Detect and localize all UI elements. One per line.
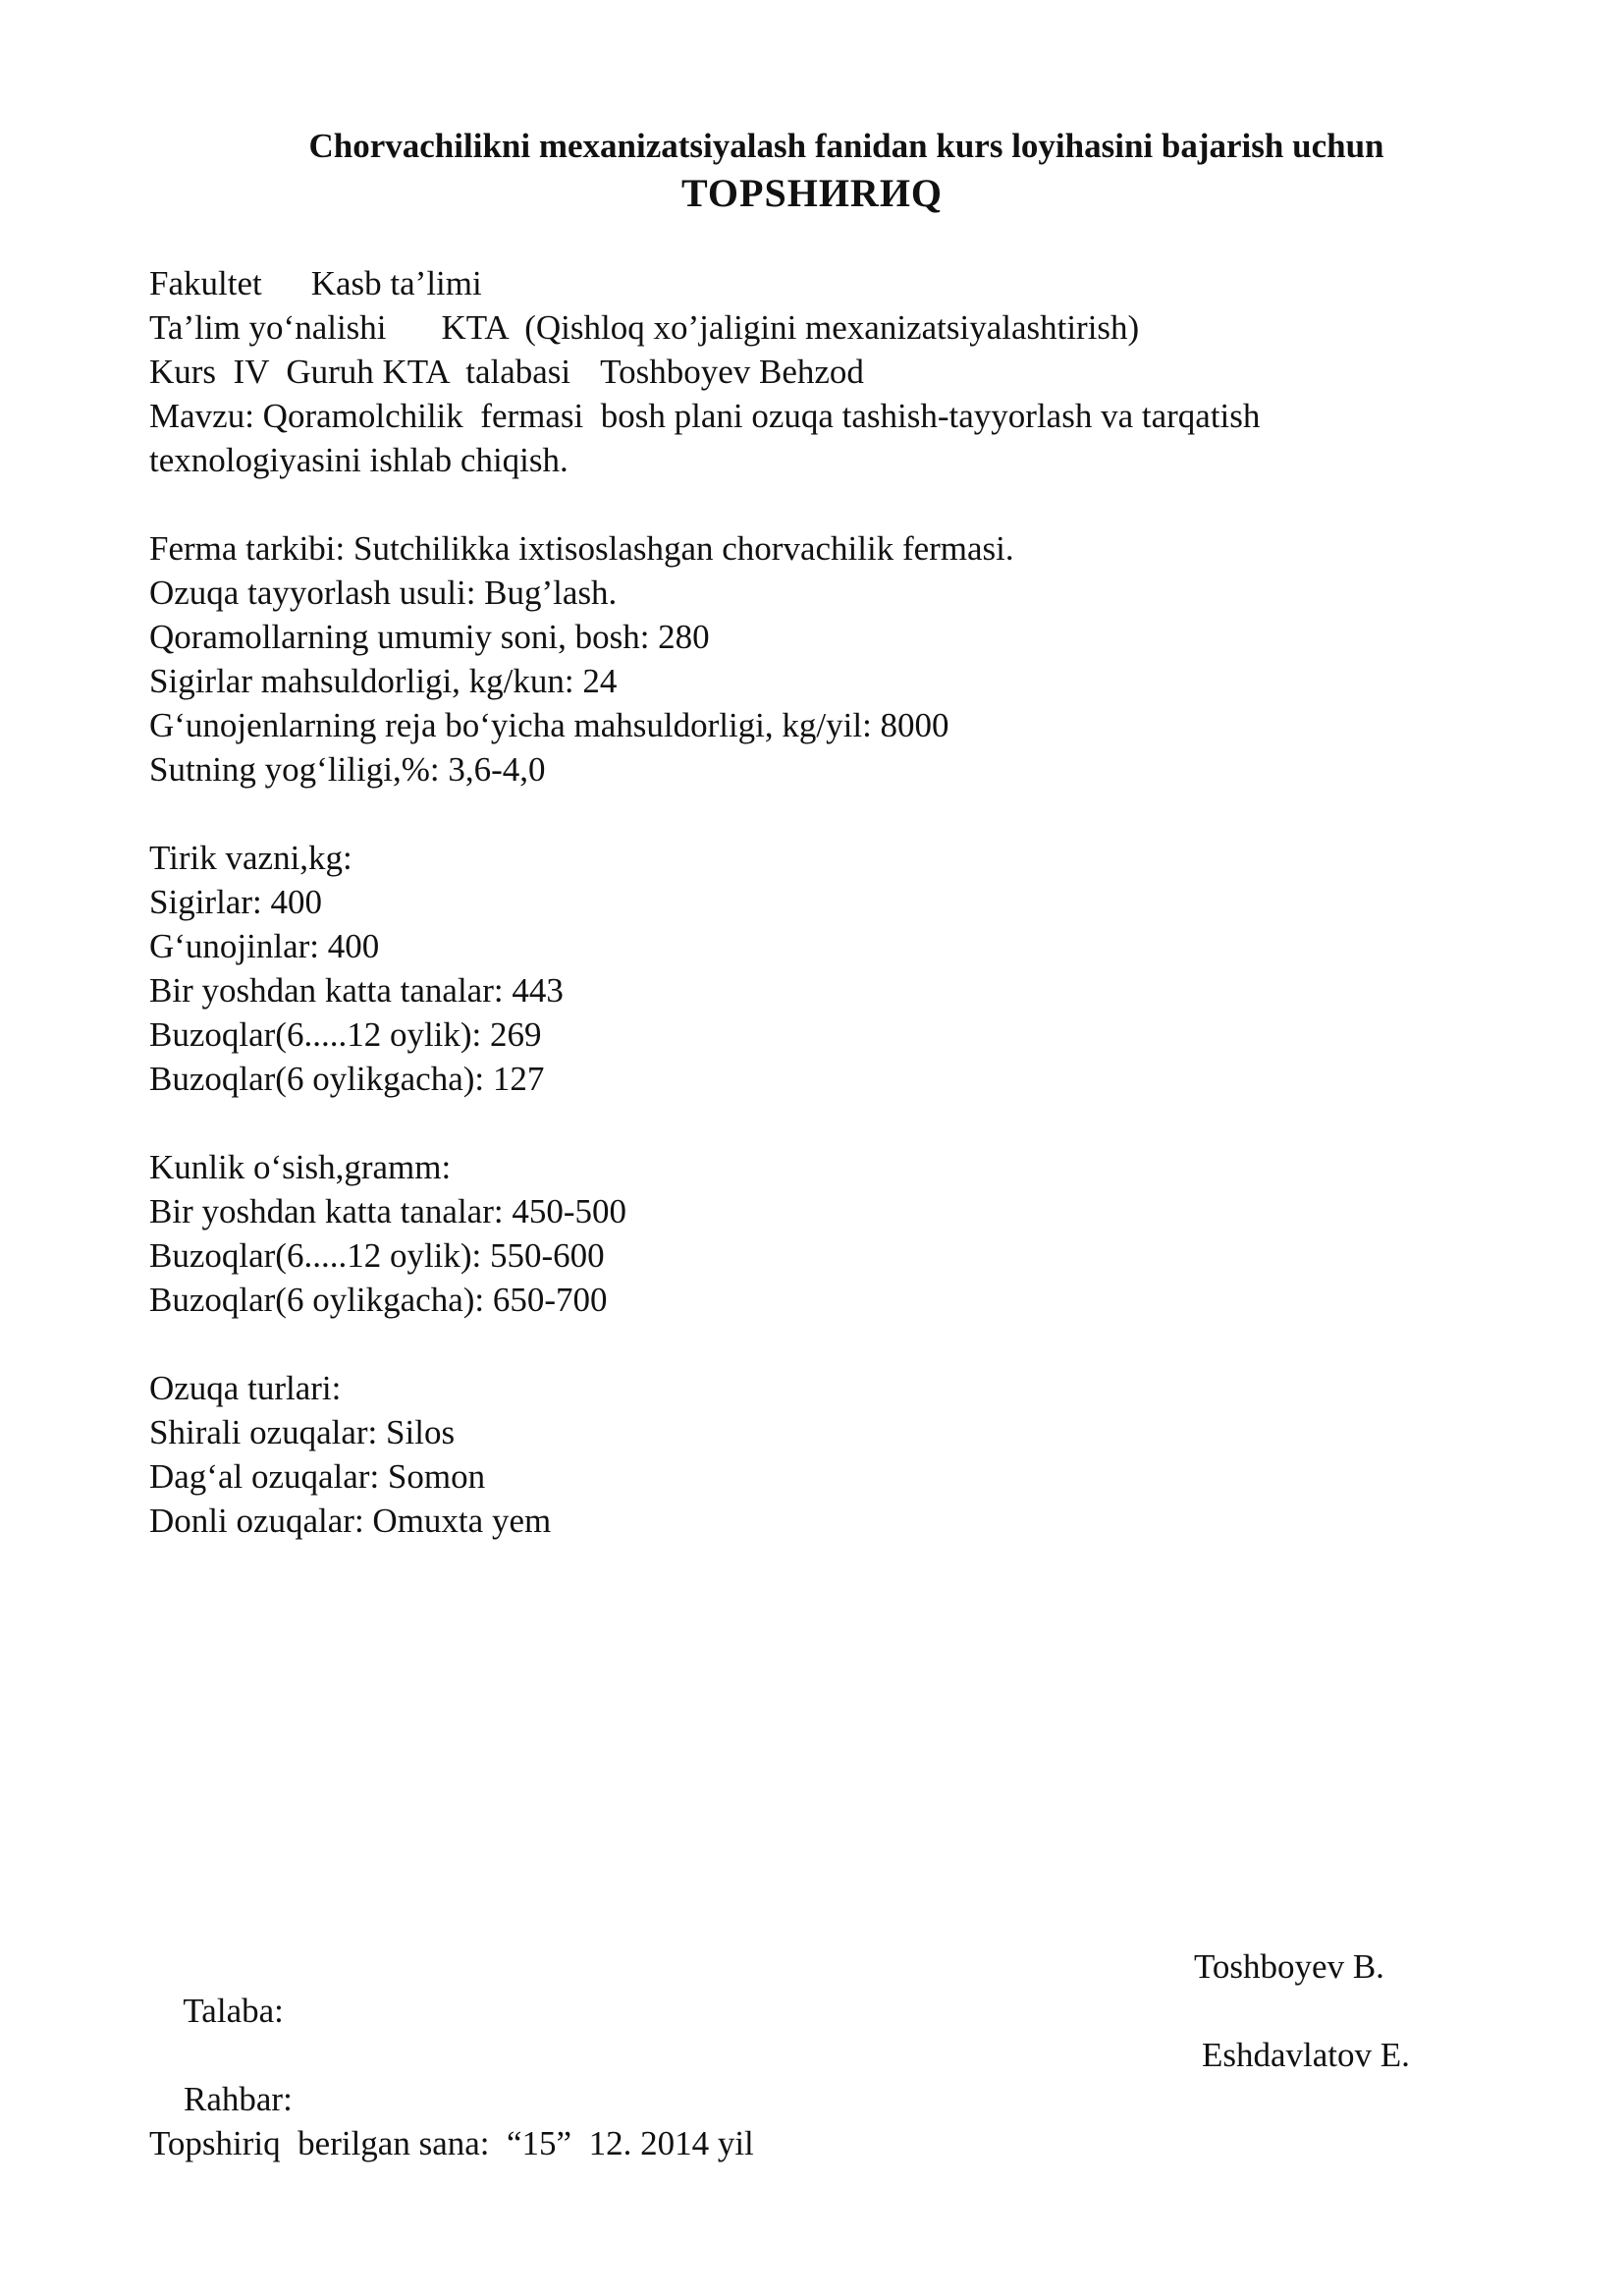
student-signature-label: Talaba: (183, 1992, 284, 2030)
live-weight-item: Bir yoshdan katta tanalar: 443 (149, 971, 564, 1010)
supervisor-signature-name: Eshdavlatov E. (1202, 2036, 1410, 2074)
document-heading (0, 124, 1624, 218)
heifer-plan-productivity: G‘unojenlarning reja bo‘yicha mahsuldorligi, kg/yil: 8000 (149, 706, 949, 744)
direction-line (149, 305, 1504, 350)
spacer (149, 1101, 1504, 1145)
feed-prep-method: Ozuqa tayyorlash usuli: Bug’lash. (149, 574, 618, 612)
direction-label: Ta’lim yo‘nalishi (149, 308, 387, 347)
feed-types-heading: Ozuqa turlari: (149, 1369, 342, 1407)
document-subtitle: Chorvachilikni mexanizatsiyalash fanidan kurs loyihasini bajarish uchun (308, 127, 1384, 165)
document-body (149, 261, 1504, 1543)
feed-type-item: Dag‘al ozuqalar: Somon (149, 1457, 486, 1496)
cow-productivity: Sigirlar mahsuldorligi, kg/kun: 24 (149, 662, 618, 700)
topic-line-1: Mavzu: Qoramolchilik fermasi bosh plani ozuqa tashish-tayyorlash va tarqatish (149, 397, 1261, 435)
daily-gain-heading: Kunlik o‘sish,gramm: (149, 1148, 452, 1186)
student-name: Toshboyev Behzod (600, 353, 864, 391)
live-weight-item: Buzoqlar(6 oylikgacha): 127 (149, 1060, 545, 1098)
course-text: Kurs IV Guruh KTA talabasi (149, 353, 571, 391)
feed-type-item: Shirali ozuqalar: Silos (149, 1413, 456, 1451)
spacer (149, 482, 1504, 526)
faculty-label: Fakultet (149, 264, 262, 302)
daily-gain-item: Bir yoshdan katta tanalar: 450-500 (149, 1192, 626, 1230)
daily-gain-item: Buzoqlar(6 oylikgacha): 650-700 (149, 1281, 608, 1319)
milk-fat: Sutning yog‘liligi,%: 3,6-4,0 (149, 750, 546, 789)
student-signature-name: Toshboyev B. (1194, 1947, 1384, 1986)
spacer (149, 1322, 1504, 1366)
assignment-date: Topshiriq berilgan sana: “15” 12. 2014 yil (149, 2124, 754, 2162)
supervisor-signature-label: Rahbar: (184, 2080, 293, 2118)
faculty-value: Kasb ta’limi (310, 264, 482, 302)
spacer (149, 792, 1504, 836)
document-title: TOPSHИRИQ (680, 171, 944, 215)
direction-value: KTA (Qishloq xo’jaligini mexanizatsiyalashtirish) (441, 308, 1140, 347)
course-line (149, 350, 1504, 394)
live-weight-item: Sigirlar: 400 (149, 883, 322, 921)
feed-type-item: Donli ozuqalar: Omuxta yem (149, 1502, 552, 1540)
live-weight-item: G‘unojinlar: 400 (149, 927, 380, 965)
topic-line-2: texnologiyasini ishlab chiqish. (149, 441, 568, 479)
farm-composition: Ferma tarkibi: Sutchilikka ixtisoslashgan chorvachilik fermasi. (149, 529, 1014, 568)
live-weight-item: Buzoqlar(6.....12 oylik): 269 (149, 1015, 542, 1054)
total-cattle: Qoramollarning umumiy soni, bosh: 280 (149, 618, 710, 656)
faculty-line (149, 261, 1504, 305)
live-weight-heading: Tirik vazni,kg: (149, 839, 352, 877)
daily-gain-item: Buzoqlar(6.....12 oylik): 550-600 (149, 1236, 605, 1275)
